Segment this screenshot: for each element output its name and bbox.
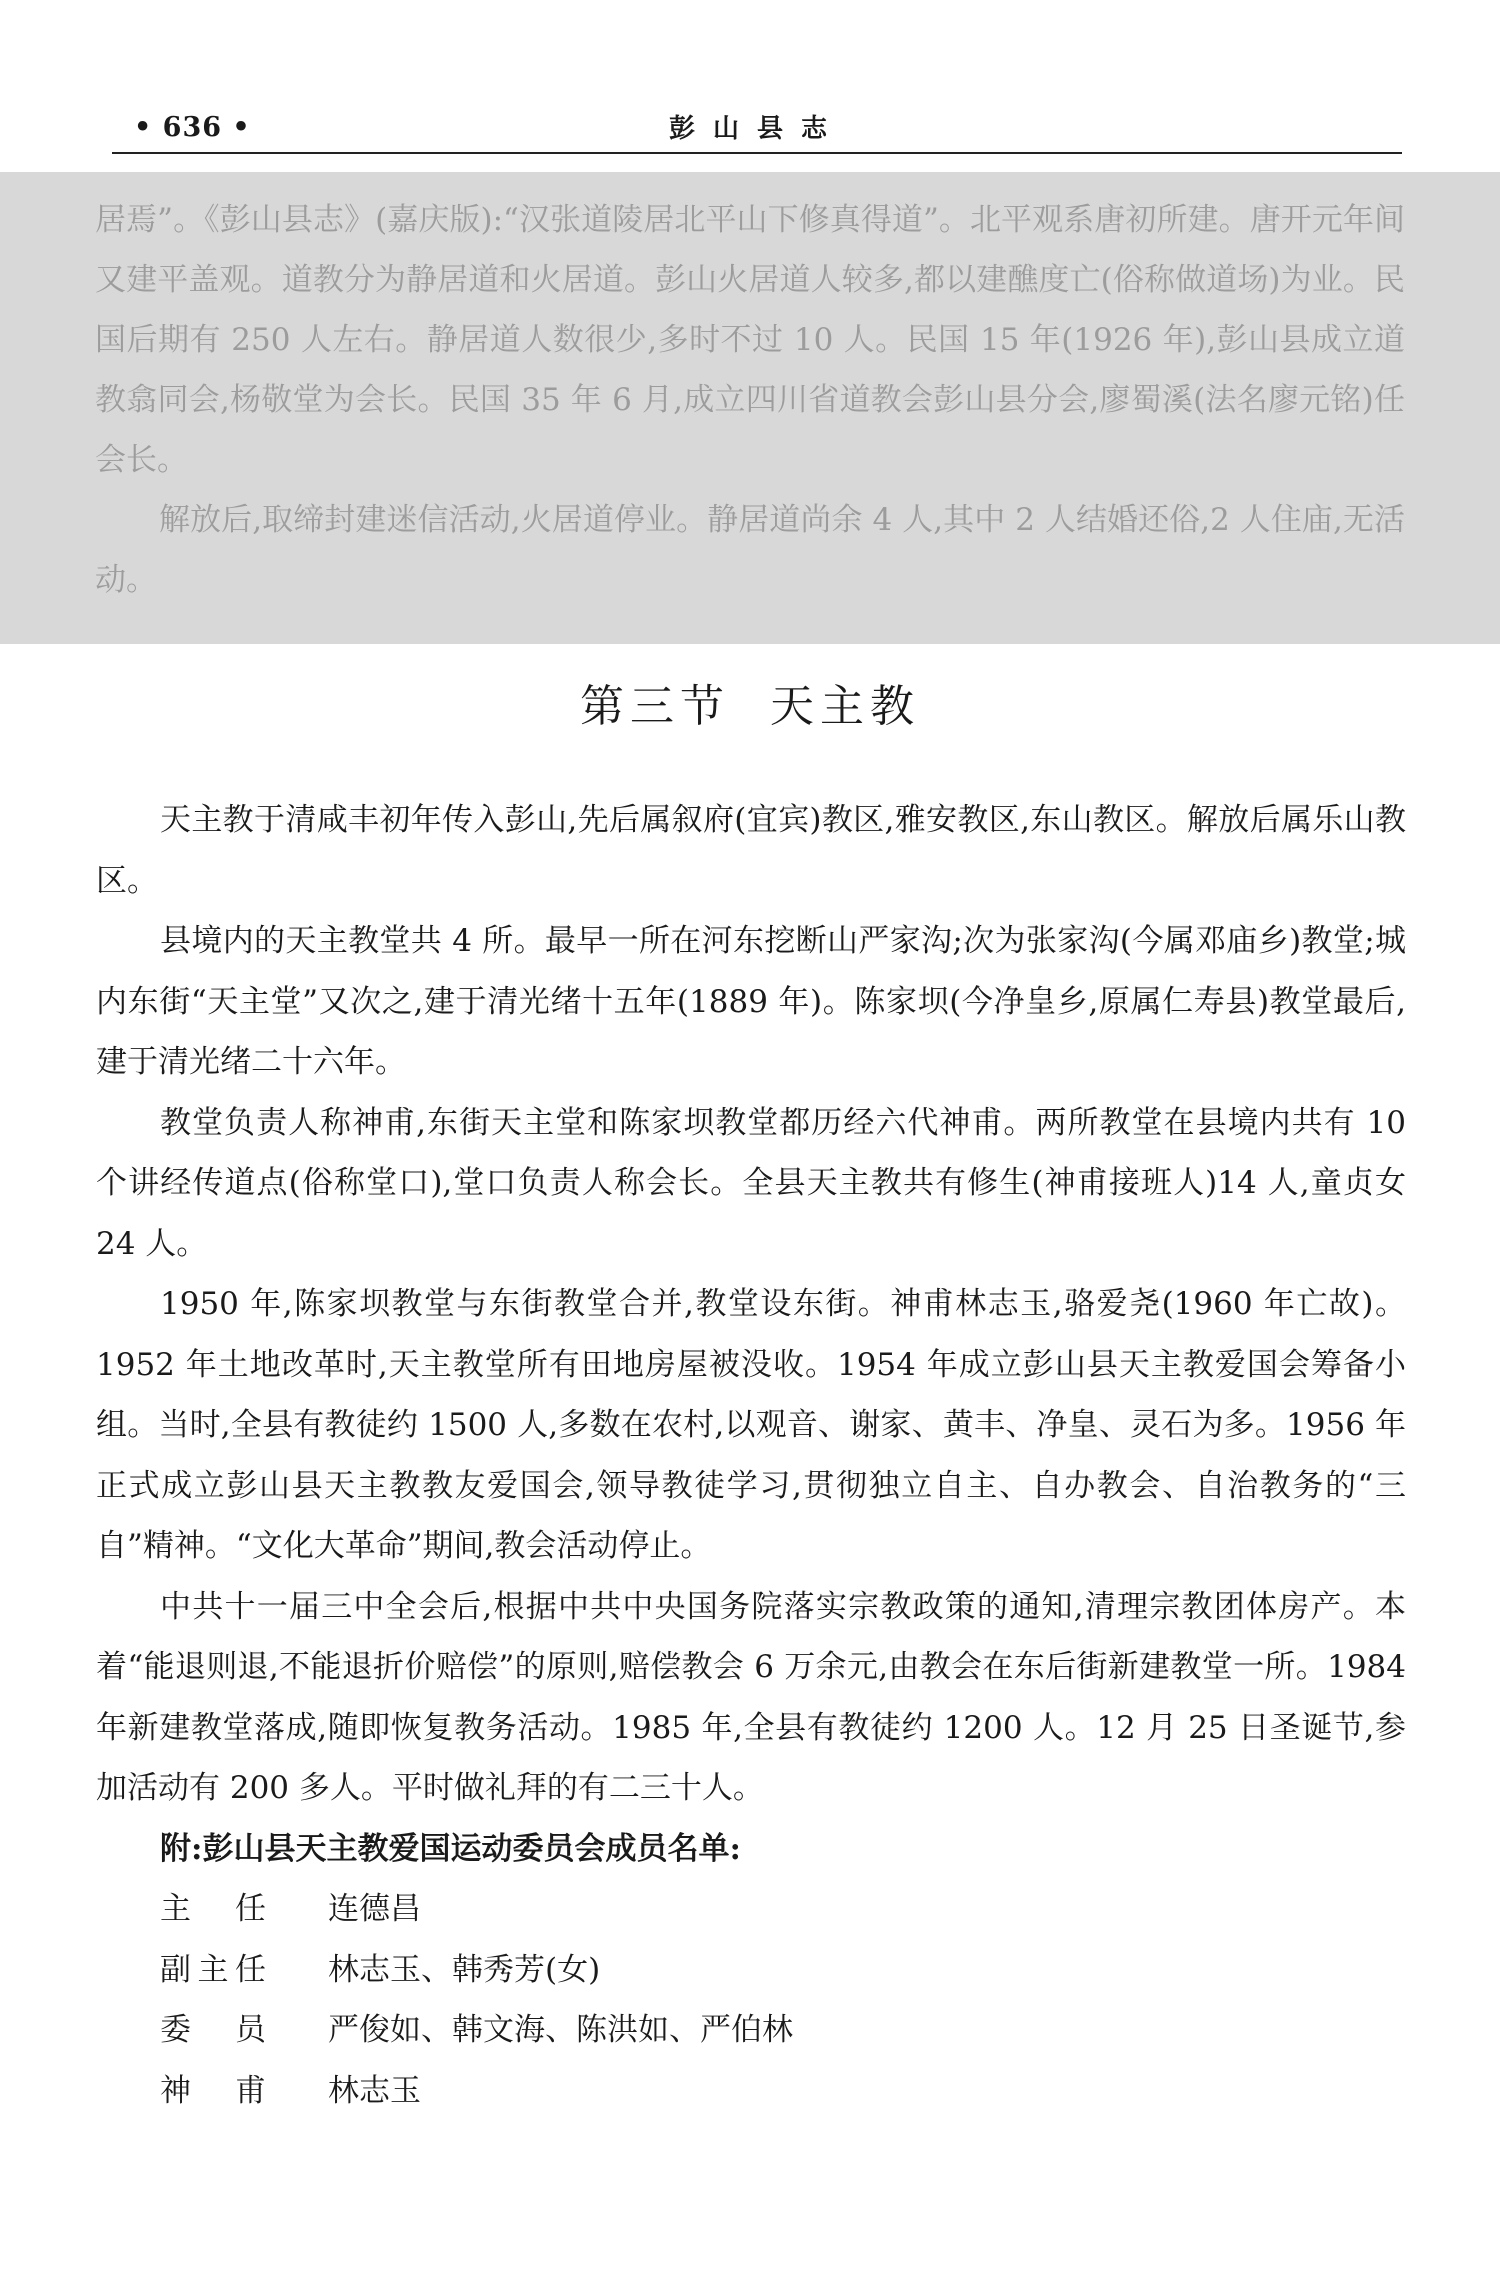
section-title	[0, 670, 1500, 734]
body-paragraph: 天主教于清咸丰初年传入彭山,先后属叙府(宜宾)教区,雅安教区,东山教区。解放后属乐山教区。	[96, 802, 1406, 899]
member-role: 主任	[160, 1891, 266, 1927]
member-names: 林志玉、韩秀芳(女)	[328, 1951, 601, 1988]
section-body	[96, 790, 1406, 2121]
page-number: • 636 •	[134, 112, 251, 143]
appendix-title: 附:彭山县天主教爱国运动委员会成员名单:	[160, 1830, 741, 1867]
previous-section-excerpt	[0, 172, 1500, 644]
member-row	[96, 2000, 1406, 2061]
body-paragraph: 县境内的天主教堂共 4 所。最早一所在河东挖断山严家沟;次为张家沟(今属邓庙乡)教堂;城内东街“天主堂”又次之,建于清光绪十五年(1889 年)。陈家坝(今净皇乡,原属仁寿县)教堂最后,建于清光绪二十六年。	[96, 923, 1406, 1080]
member-role: 委员	[160, 2012, 266, 2048]
running-title: 彭山县志	[668, 114, 845, 144]
previous-paragraph: 解放后,取缔封建迷信活动,火居道停业。静居道尚余 4 人,其中 2 人结婚还俗,2 人住庙,无活动。	[95, 502, 1405, 598]
member-row	[96, 2061, 1406, 2122]
page-header	[112, 100, 1402, 154]
body-paragraph: 教堂负责人称神甫,东街天主堂和陈家坝教堂都历经六代神甫。两所教堂在县境内共有 10 个讲经传道点(俗称堂口),堂口负责人称会长。全县天主教共有修生(神甫接班人)14 人,童贞女 24 人。	[96, 1104, 1406, 1262]
member-list	[96, 1879, 1406, 2121]
member-names: 严俊如、韩文海、陈洪如、严伯林	[328, 2012, 793, 2048]
previous-paragraph: 居焉”。《彭山县志》(嘉庆版):“汉张道陵居北平山下修真得道”。北平观系唐初所建。唐开元年间又建平盖观。道教分为静居道和火居道。彭山火居道人较多,都以建醮度亡(俗称做道场)为业。民国后期有 250 人左右。静居道人数很少,多时不过 10 人。民国 15 年(1926 年),彭山县成立道教翕同会,杨敬堂为会长。民国 35 年 6 月,成立四川省道教会彭山县分会,廖蜀溪(法名廖元铭)任会长。	[95, 202, 1405, 478]
member-row	[96, 1940, 1406, 2001]
body-paragraph: 中共十一届三中全会后,根据中共中央国务院落实宗教政策的通知,清理宗教团体房产。本着“能退则退,不能退折价赔偿”的原则,赔偿教会 6 万余元,由教会在东后街新建教堂一所。1984 年新建教堂落成,随即恢复教务活动。1985 年,全县有教徒约 1200 人。12 月 25 日圣诞节,参加活动有 200 多人。平时做礼拜的有二三十人。	[96, 1588, 1406, 1806]
member-role: 副主任	[160, 1951, 266, 1988]
member-role: 神甫	[160, 2072, 266, 2109]
member-row	[96, 1879, 1406, 1940]
body-paragraph: 1950 年,陈家坝教堂与东街教堂合并,教堂设东街。神甫林志玉,骆爱尧(1960 年亡故)。1952 年土地改革时,天主教堂所有田地房屋被没收。1954 年成立彭山县天主教爱国会筹备小组。当时,全县有教徒约 1500 人,多数在农村,以观音、谢家、黄丰、净皇、灵石为多。1956 年正式成立彭山县天主教教友爱国会,领导教徒学习,贯彻独立自主、自办教会、自治教务的“三自”精神。“文化大革命”期间,教会活动停止。	[96, 1286, 1406, 1564]
section-number: 第三节	[580, 681, 730, 732]
section-name: 天主教	[770, 681, 920, 732]
member-names: 连德昌	[328, 1891, 421, 1927]
member-names: 林志玉	[328, 2072, 421, 2109]
